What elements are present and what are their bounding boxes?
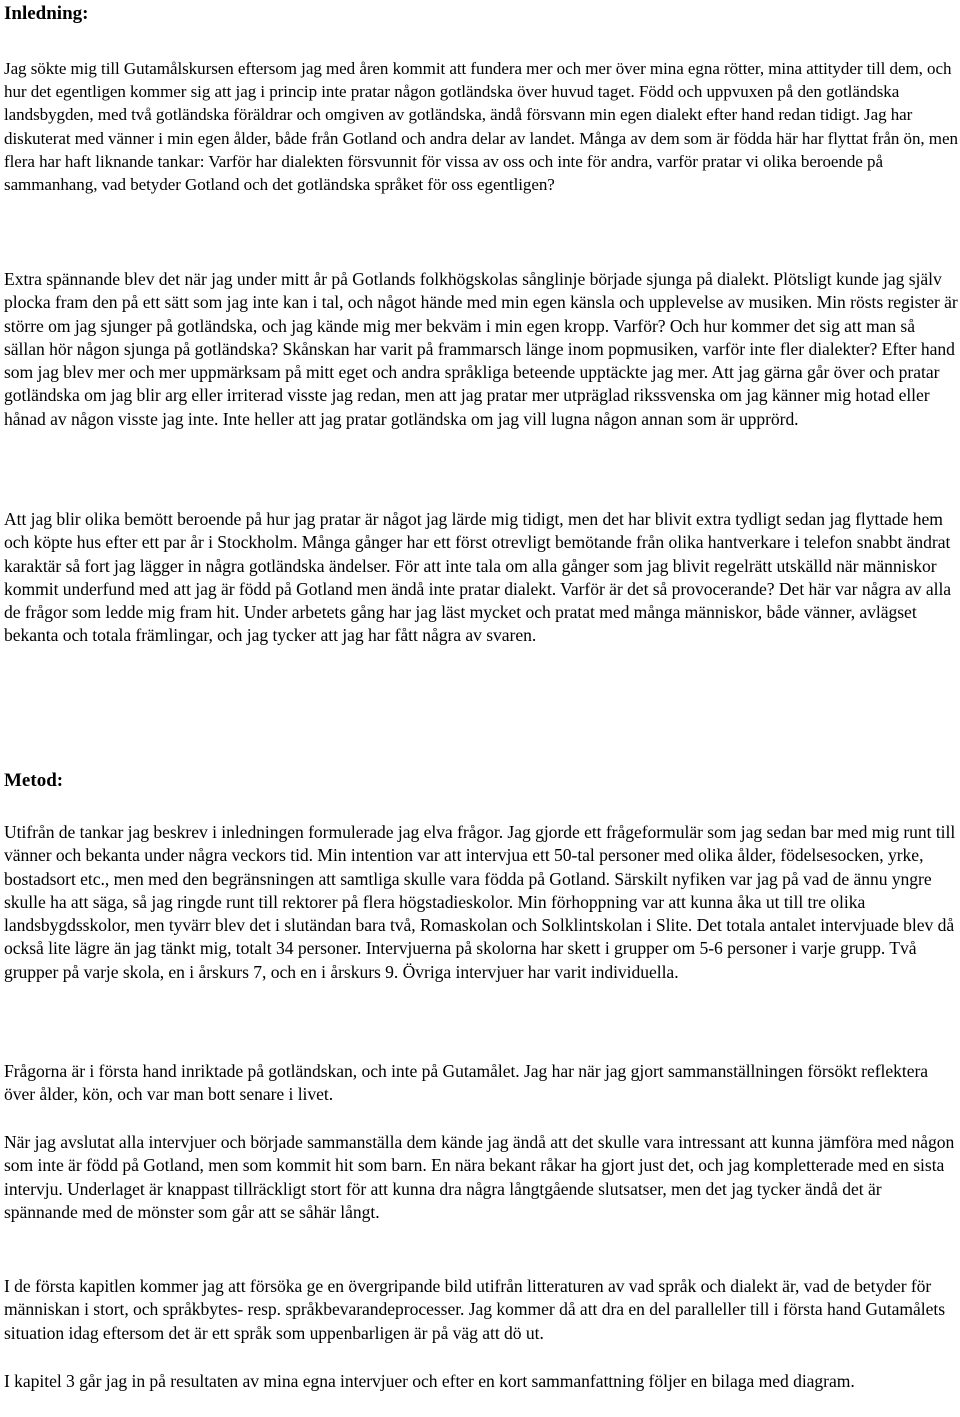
paragraph-intro-3: Att jag blir olika bemött beroende på hur jag pratar är något jag lärde mig tidigt, men det har blivit extra tydligt sedan jag flyttade hem och köpte hus efter ett par år i Stockholm. Många gånger har ett först otrevligt bemötande från olika hantverkare i telefon snabbt ändrat karaktär så fort jag lägger in några gotländska ändelser. För att inte tala om alla gånger som jag blivit regelrätt utskälld när människor kommit underfund med att jag är född på Gotland men ändå inte pratar dialekt. Varför är det så provocerande? Det här var några av alla de frågor som ledde mig fram hit. Under arbetets gång har jag läst mycket och pratat med många människor, både vänner, avlägset bekanta och totala främlingar, och jag tycker att jag har fått några av svaren. bbox=[4, 509, 952, 646]
paragraph-intro-2: Extra spännande blev det när jag under mitt år på Gotlands folkhögskolas sånglinje började sjunga på dialekt. Plötsligt kunde jag själv plocka fram den på ett sätt som jag inte kan i tal, och något hände med min egen känsla och upplevelse av musiken. Min rösts register är större om jag sjunger på gotländska, och jag kände mig mer bekväm i min egen kropp. Varför? Och hur kommer det sig att man så sällan hör någon sjunga på gotländska? Skånskan har varit på frammarsch länge inom popmusiken, varför inte fler dialekter? Efter hand som jag blev mer och mer uppmärksam på mitt eget och andra språkliga beteende upptäckte jag mer. Att jag gärna går över och pratar gotländska om jag blir arg eller irriterad visste jag redan, men att jag pratar mer utpräglad rikssvenska om jag känner mig hotad eller hånad av någon visste jag inte. Inte heller att jag pratar gotländska om jag vill lugna någon annan som är upprörd. bbox=[4, 269, 958, 429]
paragraph-method-3: När jag avslutat alla intervjuer och började sammanställa dem kände jag ändå att det skulle vara intressant att kunna jämföra med någon som inte är född på Gotland, men som kommit hit som barn. En nära bekant råkar ha gjort just det, och jag kompletterade med en sista intervju. Underlaget är knappast tillräckligt stort för att kunna dra några långtgående slutsatser, men det jag tycker ändå det är spännande med de mönster som går att se såhär långt. bbox=[4, 1132, 955, 1222]
paragraph-intro-1: Jag sökte mig till Gutamålskursen eftersom jag med åren kommit att fundera mer och mer över mina egna rötter, mina attityder till dem, och hur det egentligen kommer sig att jag i princip inte pratar någon gotländska över huvud taget. Född och uppvuxen på den gotländska landsbygden, med två gotländska föräldrar och omgiven av gotländska, ändå försvann min egen dialekt efter hand redan tidigt. Jag har diskuterat med vänner i min egen ålder, både från Gotland och andra delar av landet. Många av dem som är födda här har flyttat från ön, men flera har haft liknande tankar: Varför har dialekten försvunnit för vissa av oss och inte för andra, varför pratar vi olika beroende på sammanhang, vad betyder Gotland och det gotländska språket för oss egentligen? bbox=[4, 59, 958, 195]
section-heading-introduction: Inledning: bbox=[4, 3, 89, 24]
paragraph-method-5: I kapitel 3 går jag in på resultaten av mina egna intervjuer och efter en kort sammanfattning följer en bilaga med diagram. bbox=[4, 1371, 855, 1391]
paragraph-method-2: Frågorna är i första hand inriktade på gotländskan, och inte på Gutamålet. Jag har när jag gjort sammanställningen försökt reflektera över ålder, kön, och var man bott senare i livet. bbox=[4, 1061, 929, 1105]
section-heading-method: Metod: bbox=[4, 770, 64, 791]
paragraph-method-4: I de första kapitlen kommer jag att försöka ge en övergripande bild utifrån litteraturen av vad språk och dialekt är, vad de betyder för människan i stort, och språkbytes- resp. språkbevarandeprocesser. Jag kommer då att dra en del paralleller till i första hand Gutamålets situation idag eftersom det är ett språk som uppenbarligen är på väg att dö ut. bbox=[4, 1276, 945, 1343]
paragraph-method-1: Utifrån de tankar jag beskrev i inledningen formulerade jag elva frågor. Jag gjorde ett frågeformulär som jag sedan bar med mig runt till vänner och bekanta under några veckors tid. Min intention var att intervjua ett 50-tal personer med olika ålder, födelsesocken, yrke, bostadsort etc., men med den begränsningen att samtliga skulle vara födda på Gotland. Särskilt nyfiken var jag på vad de ännu yngre skulle ha att säga, så jag ringde runt till rektorer på flera högstadieskolor. Min förhoppning var att kunna åka ut till tre olika landsbygdsskolor, men tyvärr blev det i slutändan bara två, Romaskolan och Solklintskolan i Slite. Det totala antalet intervjuade blev då också lite lägre än jag tänkt mig, totalt 34 personer. Intervjuerna på skolorna har skett i grupper om 5-6 personer i varje grupp. Två grupper på varje skola, en i årskurs 7, och en i årskurs 9. Övriga intervjuer har varit individuella. bbox=[4, 822, 956, 982]
